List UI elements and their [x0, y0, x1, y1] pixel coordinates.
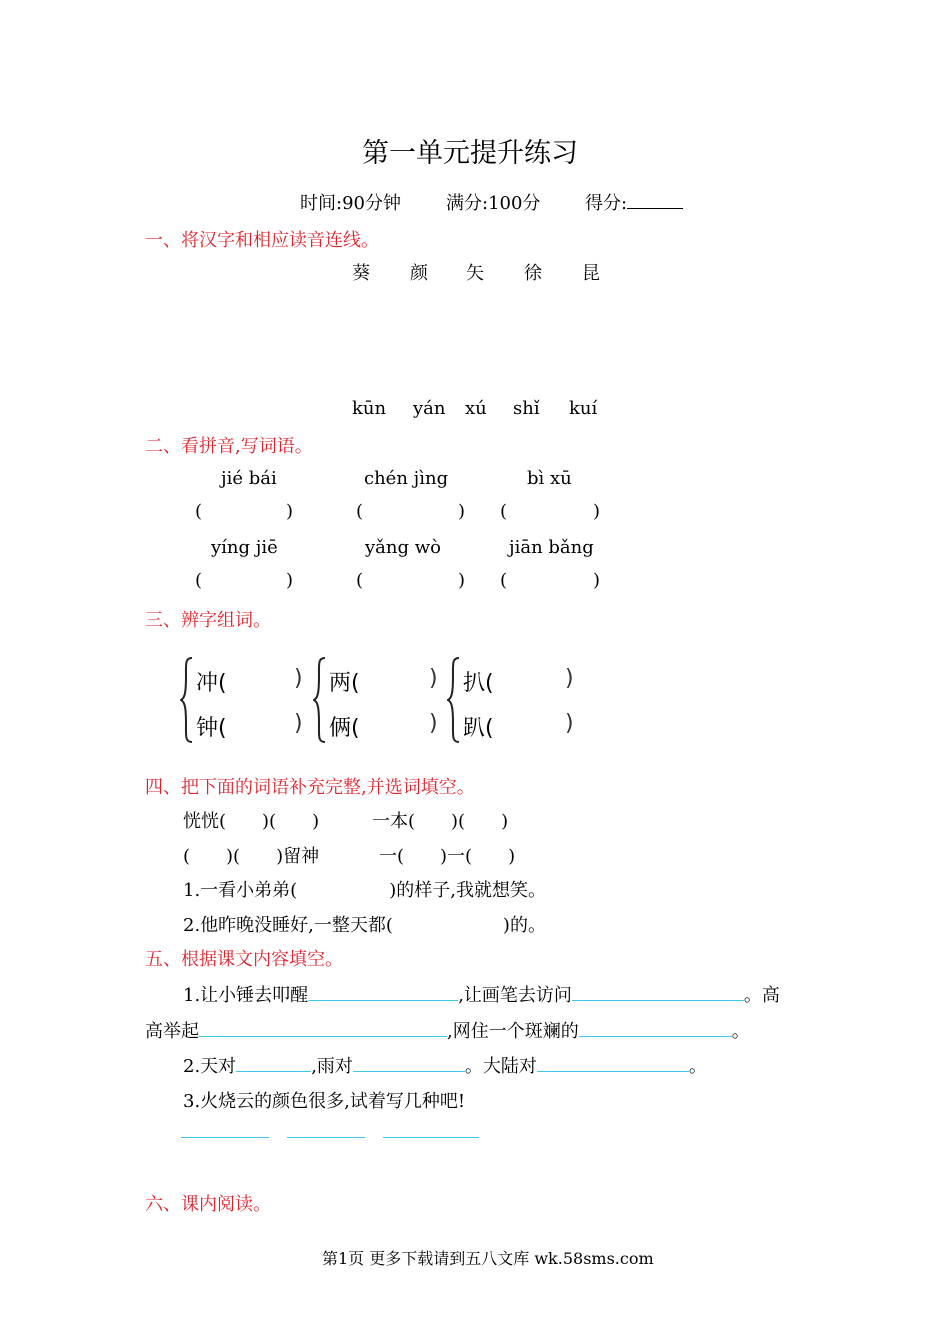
char-pair-bottom: 俩( — [329, 716, 360, 741]
open-paren: ( — [500, 570, 508, 591]
question-5-2 — [183, 1052, 707, 1078]
curly-brace-icon — [447, 656, 461, 744]
close-paren: ) — [565, 666, 574, 691]
question-text: 。高 — [743, 985, 780, 1006]
open-paren: ( — [356, 501, 364, 522]
question-text: 高举起 — [145, 1021, 199, 1042]
section-3-heading: 三、辨字组词。 — [145, 610, 271, 631]
curly-brace-icon — [313, 656, 327, 744]
pinyin-5[interactable]: kuí — [569, 398, 598, 419]
answer-line[interactable] — [287, 1137, 365, 1138]
char-pair-top: 冲( — [196, 671, 227, 696]
page-title: 第一单元提升练习 — [362, 138, 578, 169]
question-text: 。 — [688, 1056, 707, 1077]
section-4-heading: 四、把下面的词语补充完整,并选词填空。 — [145, 777, 475, 798]
close-paren: ) — [458, 570, 466, 591]
section-6-heading: 六、课内阅读。 — [145, 1194, 271, 1215]
open-paren: ( — [195, 501, 203, 522]
question-text: 1.让小锤去叩醒 — [183, 985, 309, 1006]
char-pair-top: 扒( — [463, 671, 494, 696]
pinyin-2[interactable]: yán — [413, 398, 446, 419]
answer-line[interactable] — [383, 1137, 479, 1138]
question-4-2 — [183, 911, 546, 937]
section-5-heading: 五、根据课文内容填空。 — [145, 949, 343, 970]
char-pair-bottom: 钟( — [196, 716, 227, 741]
question-text: 。大陆对 — [464, 1056, 537, 1077]
question-text: ,雨对 — [311, 1056, 353, 1077]
close-paren: ) — [593, 501, 601, 522]
open-paren: ( — [195, 570, 203, 591]
section-1-heading: 一、将汉字和相应读音连线。 — [145, 230, 379, 251]
pinyin-1[interactable]: kūn — [352, 398, 387, 419]
pinyin-word: jiān bǎng — [509, 537, 594, 558]
question-4-1 — [183, 876, 546, 902]
char-3[interactable]: 矢 — [466, 263, 484, 284]
question-text: )的样子,我就想笑。 — [389, 880, 546, 901]
time-label: 时间:90分钟 — [300, 193, 401, 214]
idiom-fill-3[interactable]: ( )( )留神 — [183, 846, 320, 867]
score-blank[interactable] — [627, 190, 683, 209]
idiom-fill-1[interactable]: 恍恍( )( ) — [183, 811, 320, 832]
pinyin-3[interactable]: xú — [465, 398, 487, 419]
answer-line[interactable] — [537, 1053, 689, 1072]
answer-line[interactable] — [181, 1137, 269, 1138]
char-pair-bottom: 趴( — [463, 716, 494, 741]
question-5-1-cont — [145, 1017, 750, 1043]
idiom-fill-4[interactable]: 一( )一( ) — [379, 846, 516, 867]
close-paren: ) — [565, 711, 574, 736]
pinyin-word: bì xū — [527, 468, 572, 489]
answer-line[interactable] — [572, 982, 744, 1001]
char-1[interactable]: 葵 — [352, 263, 370, 284]
open-paren: ( — [356, 570, 364, 591]
question-text: ,让画笔去访问 — [458, 985, 572, 1006]
close-paren: ) — [294, 666, 303, 691]
close-paren: ) — [458, 501, 466, 522]
open-paren: ( — [500, 501, 508, 522]
question-text: 2.天对 — [183, 1056, 237, 1077]
answer-line[interactable] — [308, 982, 458, 1001]
pinyin-word: yǎng wò — [365, 537, 441, 558]
pinyin-word: chén jìng — [364, 468, 449, 489]
question-text: 。 — [731, 1021, 750, 1042]
score-label — [585, 189, 683, 215]
question-text: 1.一看小弟弟( — [183, 880, 298, 901]
question-5-1 — [183, 981, 780, 1007]
char-pair-top: 两( — [329, 671, 360, 696]
char-5[interactable]: 昆 — [582, 263, 600, 284]
pinyin-word: yíng jiē — [211, 537, 278, 558]
page-footer: 第1页 更多下载请到五八文库 wk.58sms.com — [322, 1249, 654, 1268]
question-text: )的。 — [502, 915, 546, 936]
question-text: ,网住一个斑斓的 — [447, 1021, 579, 1042]
pinyin-4[interactable]: shǐ — [513, 398, 540, 419]
close-paren: ) — [429, 666, 438, 691]
close-paren: ) — [286, 570, 294, 591]
close-paren: ) — [429, 711, 438, 736]
pinyin-word: jié bái — [221, 468, 277, 489]
close-paren: ) — [286, 501, 294, 522]
close-paren: ) — [294, 711, 303, 736]
question-5-3: 3.火烧云的颜色很多,试着写几种吧! — [183, 1091, 466, 1112]
close-paren: ) — [593, 570, 601, 591]
char-2[interactable]: 颜 — [410, 263, 428, 284]
answer-line[interactable] — [236, 1053, 311, 1072]
score-text: 得分: — [585, 193, 628, 214]
full-score-label: 满分:100分 — [446, 193, 541, 214]
answer-line[interactable] — [199, 1018, 447, 1037]
answer-line[interactable] — [353, 1053, 465, 1072]
idiom-fill-2[interactable]: 一本( )( ) — [372, 811, 509, 832]
question-text: 2.他昨晚没睡好,一整天都( — [183, 915, 393, 936]
char-4[interactable]: 徐 — [524, 263, 542, 284]
curly-brace-icon — [180, 656, 194, 744]
section-2-heading: 二、看拼音,写词语。 — [145, 436, 313, 457]
answer-line[interactable] — [579, 1018, 732, 1037]
